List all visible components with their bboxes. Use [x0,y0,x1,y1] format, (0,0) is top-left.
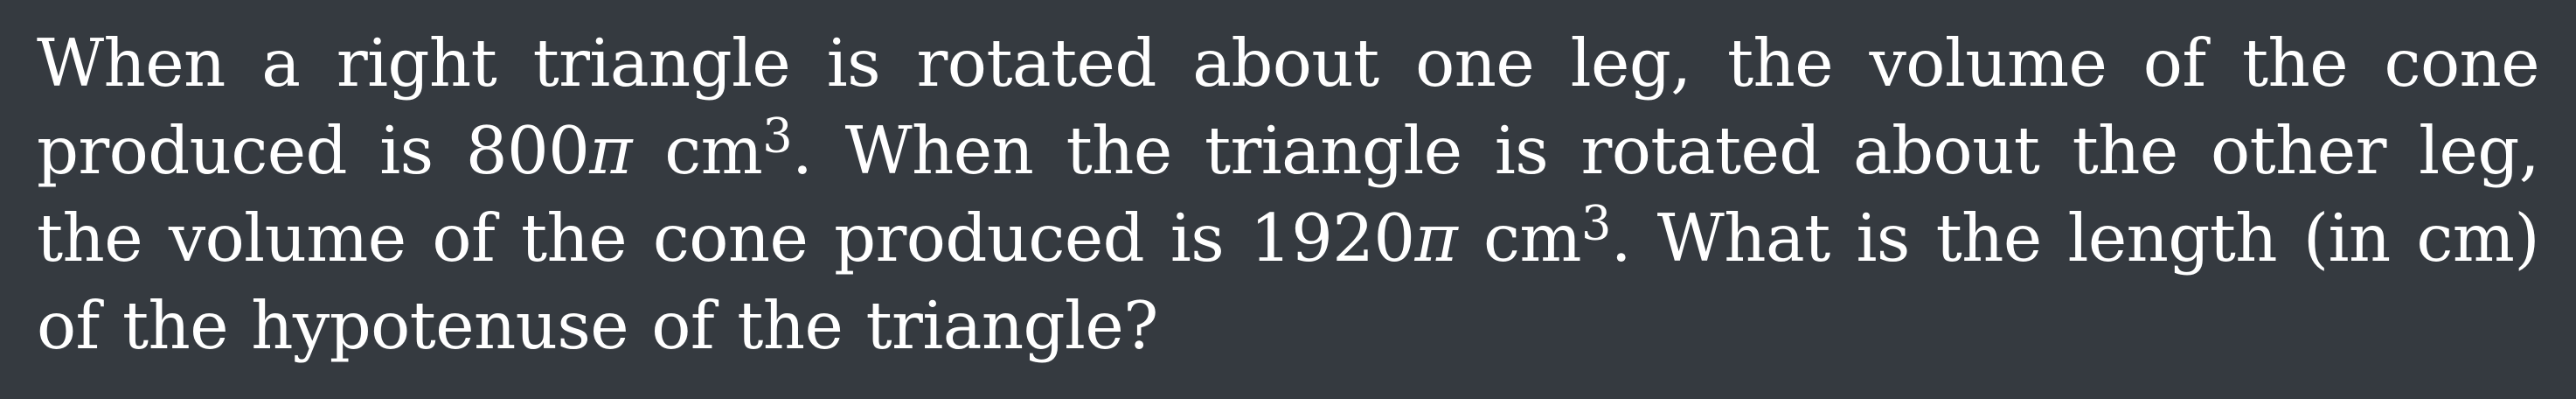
sentence-one-text: When a right triangle is rotated about one leg, the volume of the cone produced is [37,24,2539,189]
sentence-one-period: . [791,112,813,189]
second-pi-symbol: π [1414,200,1458,276]
question-text: What is the length (in cm) of the hypotenuse of the triangle? [37,200,2539,364]
first-cone-volume [465,108,792,189]
sentence-two-period: . [1610,200,1631,276]
problem-statement [37,19,2539,369]
first-volume-unit: cm [664,112,763,189]
first-volume-number: 800 [465,112,590,189]
second-cone-volume [1249,195,1611,276]
sentence-two-text: When the triangle is rotated about the other leg, the volume of the cone produced is [37,112,2539,276]
second-volume-unit: cm [1483,200,1581,276]
first-volume-exponent: 3 [762,108,792,164]
second-volume-number: 1920 [1249,200,1415,276]
second-volume-exponent: 3 [1580,195,1611,251]
first-pi-symbol: π [589,112,632,189]
